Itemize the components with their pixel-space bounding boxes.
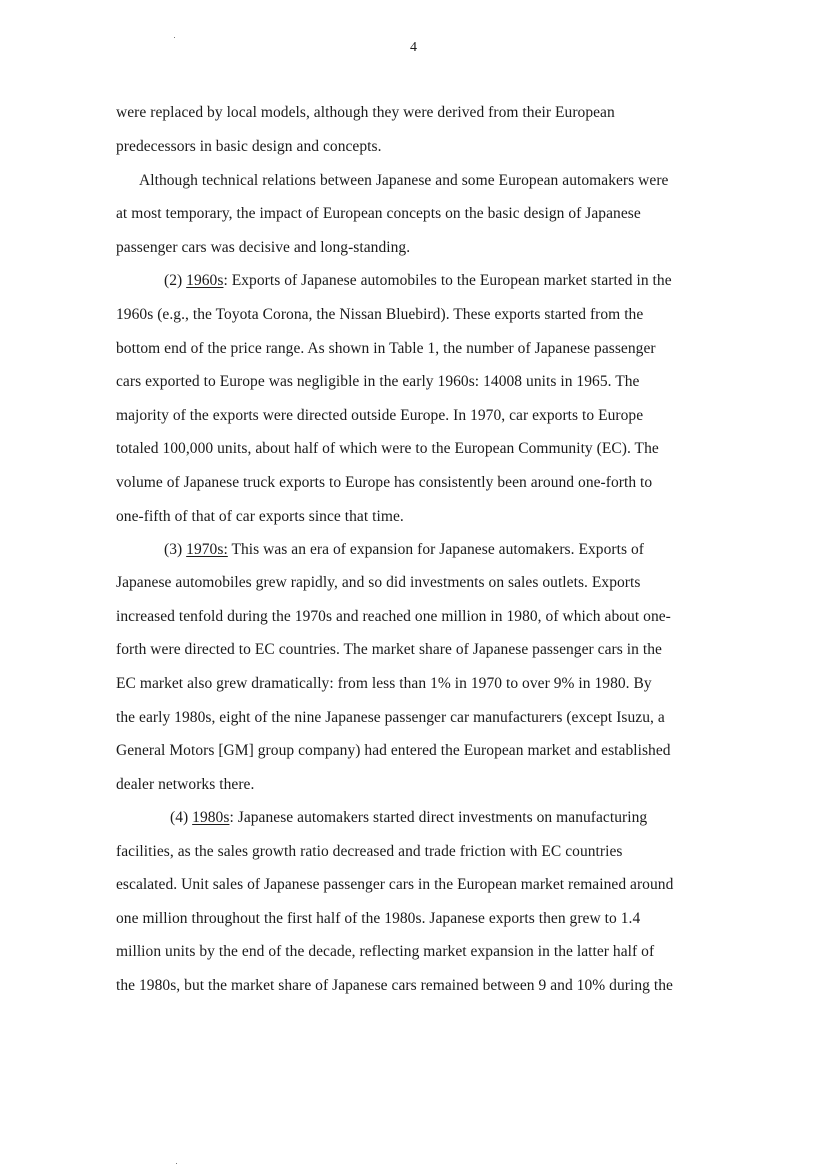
text-run: : Japanese automakers started direct investments on manufacturing — [229, 809, 648, 826]
text-line: cars exported to Europe was negligible in the early 1960s: 14008 units in 1965. The — [116, 373, 640, 390]
section-heading-1970s: 1970s: — [186, 541, 228, 558]
scan-speck — [176, 1163, 177, 1164]
section-heading-line — [164, 541, 644, 559]
text-line: facilities, as the sales growth ratio decreased and trade friction with EC countries — [116, 843, 623, 860]
text-line: the early 1980s, eight of the nine Japanese passenger car manufacturers (except Isuzu, a — [116, 709, 665, 726]
text-line: totaled 100,000 units, about half of which were to the European Community (EC). The — [116, 440, 659, 457]
text-line: increased tenfold during the 1970s and reached one million in 1980, of which about one- — [116, 608, 671, 625]
section-number: (2) — [164, 272, 187, 289]
text-line: Although technical relations between Japanese and some European automakers were — [139, 172, 669, 189]
text-line: one-fifth of that of car exports since that time. — [116, 508, 404, 525]
text-line: predecessors in basic design and concepts. — [116, 138, 382, 155]
text-line: Japanese automobiles grew rapidly, and so did investments on sales outlets. Exports — [116, 574, 641, 591]
text-line: General Motors [GM] group company) had entered the European market and established — [116, 742, 671, 759]
section-heading-line — [170, 809, 647, 827]
text-line: were replaced by local models, although they were derived from their European — [116, 104, 615, 121]
text-line: one million throughout the first half of the 1980s. Japanese exports then grew to 1.4 — [116, 910, 641, 927]
text-line: majority of the exports were directed outside Europe. In 1970, car exports to Europe — [116, 407, 644, 424]
text-line: forth were directed to EC countries. The market share of Japanese passenger cars in the — [116, 641, 662, 658]
section-number: (3) — [164, 541, 187, 558]
text-line: EC market also grew dramatically: from less than 1% in 1970 to over 9% in 1980. By — [116, 675, 652, 692]
text-line: million units by the end of the decade, reflecting market expansion in the latter half of — [116, 943, 655, 960]
text-run: This was an era of expansion for Japanese automakers. Exports of — [227, 541, 644, 558]
text-line: the 1980s, but the market share of Japanese cars remained between 9 and 10% during the — [116, 977, 673, 994]
section-number: (4) — [170, 809, 193, 826]
text-line: passenger cars was decisive and long-standing. — [116, 239, 411, 256]
section-heading-1960s: 1960s — [186, 272, 224, 289]
text-line: 1960s (e.g., the Toyota Corona, the Nissan Bluebird). These exports started from the — [116, 306, 644, 323]
text-line: dealer networks there. — [116, 776, 255, 793]
text-line: at most temporary, the impact of European concepts on the basic design of Japanese — [116, 205, 641, 222]
text-line: bottom end of the price range. As shown in Table 1, the number of Japanese passenger — [116, 340, 656, 357]
page-number: 4 — [410, 40, 417, 55]
text-line: volume of Japanese truck exports to Europe has consistently been around one-forth to — [116, 474, 653, 491]
text-run: : Exports of Japanese automobiles to the European market started in the — [223, 272, 672, 289]
text-line: escalated. Unit sales of Japanese passenger cars in the European market remained around — [116, 876, 674, 893]
section-heading-1980s: 1980s — [192, 809, 230, 826]
section-heading-line — [164, 272, 672, 290]
scan-speck — [174, 37, 175, 38]
